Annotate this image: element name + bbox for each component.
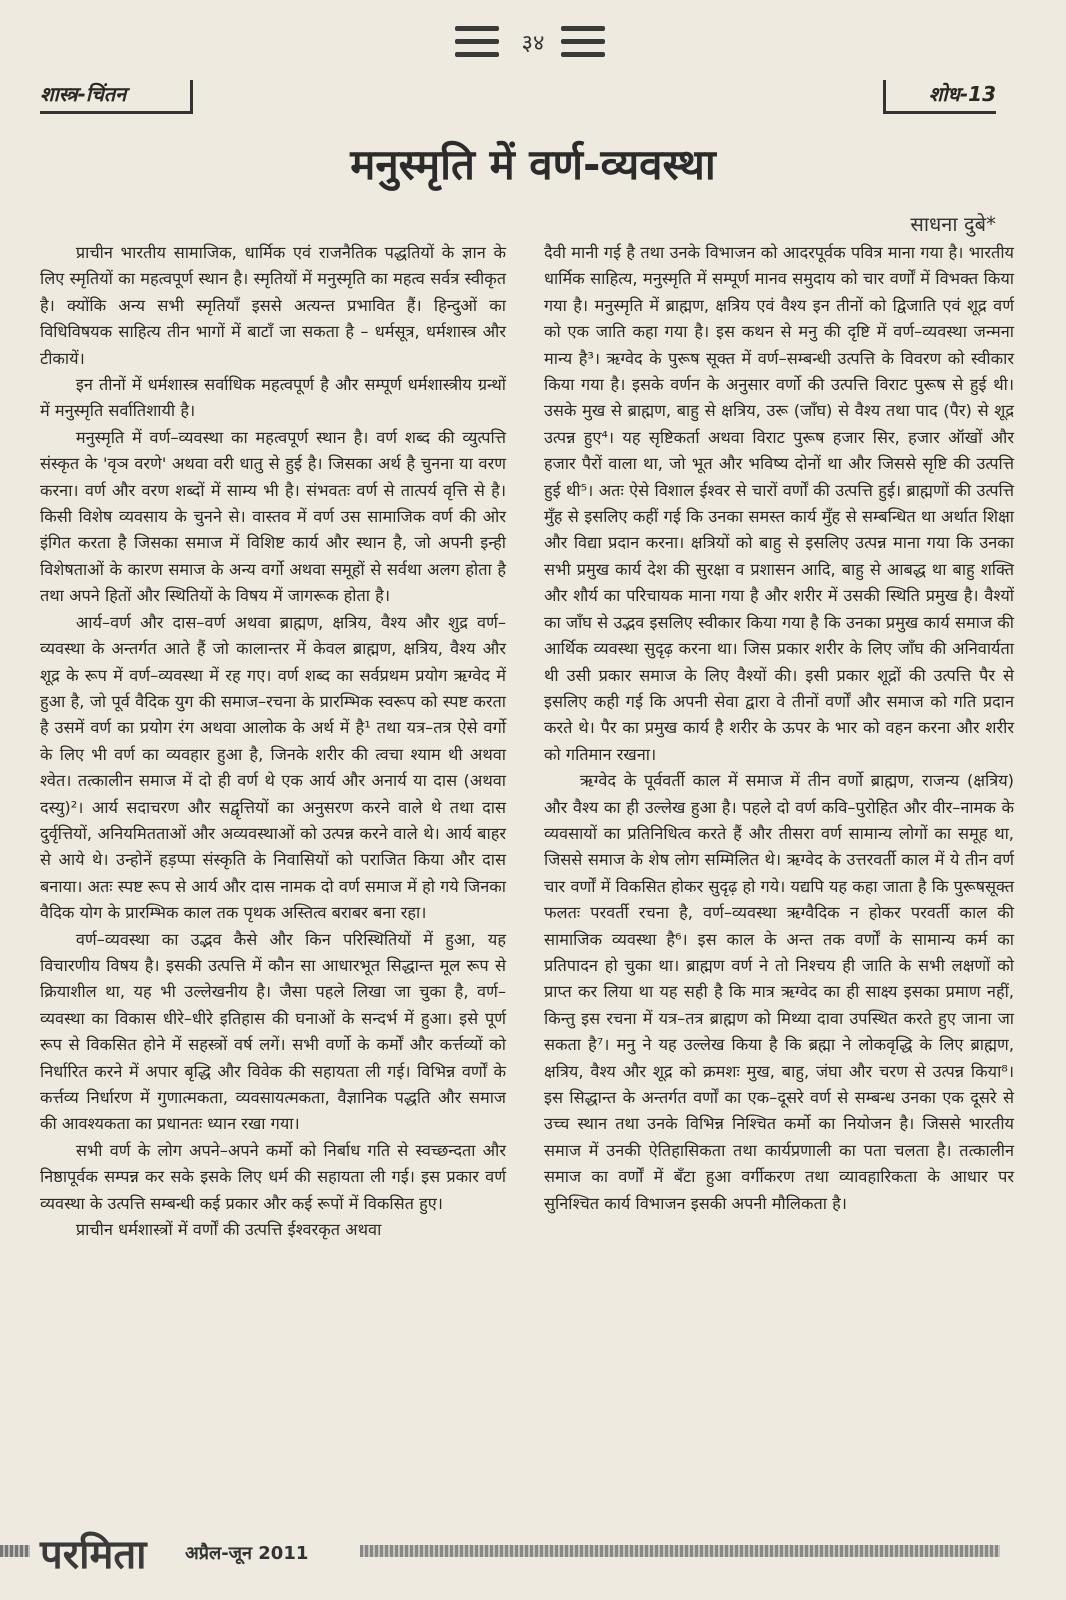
left-column	[40, 240, 506, 1243]
section-label-right: शोध-13	[883, 80, 996, 114]
paragraph: वर्ण–व्यवस्था का उद्भव कैसे और किन परिस्थितियों में हुआ, यह विचारणीय विषय है। इसकी उत्पत्ति में कौन सा आधारभूत सिद्धान्त मूल रूप से क्रियाशील था, यह भी उल्लेखनीय है। जैसा पहले लिखा जा चुका है, वर्ण–व्यवस्था का विकास धीरे–धीरे इतिहास की घनाओं के सन्दर्भ में हुआ। इसे पूर्ण रूप से विकसित होने में सहस्त्रों वर्ष लगें। सभी वर्णो के कर्मों और कर्त्तव्यों को निर्धारित करने में अपार बृद्धि और विवेक की सहायता ली गई। विभिन्न वर्णों के कर्त्तव्य निर्धारण में गुणात्मकता, व्यवसायत्मकता, वैज्ञानिक पद्धति और समाज की आवश्यकता का प्रधानतः ध्यान रखा गया।	[40, 929, 506, 1134]
right-column	[544, 240, 1014, 1217]
paragraph: दैवी मानी गई है तथा उनके विभाजन को आदरपूर्वक पवित्र माना गया है। भारतीय धार्मिक साहित्य, मनुस्मृति में सम्पूर्ण मानव समुदाय को चार वर्णों में विभक्त किया गया है। मनुस्मृति में ब्राह्मण, क्षत्रिय एवं वैश्य इन तीनों को द्विजाति एवं शूद्र वर्ण को एक जाति कहा गया है। इस कथन से मनु की दृष्टि में वर्ण–व्यवस्था जन्मना मान्य है³। ऋग्वेद के पुरूष सूक्त में वर्ण–सम्बन्धी उत्पत्ति के विवरण को स्वीकार किया गया है। इसके वर्णन के अनुसार वर्णो की उत्पत्ति विराट पुरूष से हुई थी। उसके मुख से ब्राह्मण, बाहु से क्षत्रिय, उरू (जाँघ) से वैश्य तथा पाद (पैर) से शूद्र उत्पन्न हुए⁴। यह सृष्टिकर्ता अथवा विराट पुरूष हजार सिर, हजार ऑखों और हजार पैरों वाला था, जो भूत और भविष्य दोनों था और जिससे सृष्टि की उत्पत्ति हुई थी⁵। अतः ऐसे विशाल ईश्वर से चारों वर्णों की उत्पत्ति हुई। ब्राह्मणों की उत्पत्ति मुँह से इसलिए कहीं गई कि उनका समस्त कार्य मुँह से सम्बन्धित था अर्थात शिक्षा और विद्या प्रदान करना। क्षत्रियों को बाहु से इसलिए उत्पन्न माना गया कि उनका सभी प्रमुख कार्य देश की सुरक्षा व प्रशासन आदि, बाहु से आबद्ध था बाहु शक्ति और शौर्य का परिचायक माना गया है और शरीर में उसकी स्थिति प्रमुख है। वैश्यों का जाँघ से उद्भव इसलिए स्वीकार किया गया है कि उनका प्रमुख कार्य समाज की आर्थिक व्यवस्था सुदृढ़ करना था। जिस प्रकार शरीर के लिए जाँघ की अनिवार्यता थी उसी प्रकार समाज के लिए वैश्यों की। इसी प्रकार शूद्रों की उत्पत्ति पैर से इसलिए कही गई कि अपनी सेवा द्वारा वे तीनों वर्णों और समाज को गति प्रदान करते थे। पैर का प्रमुख कार्य है शरीर के ऊपर के भार को वहन करना और शरीर को गतिमान रखना।	[544, 243, 1014, 764]
paragraph: प्राचीन धर्मशास्त्रों में वर्णों की उत्पत्ति ईश्वरकृत अथवा	[75, 1220, 382, 1240]
right-ornament	[561, 20, 611, 64]
page-number	[0, 20, 1066, 64]
paragraph: प्राचीन भारतीय सामाजिक, धार्मिक एवं राजनैतिक पद्धतियों के ज्ञान के लिए स्मृतियों का महत्वपूर्ण स्थान है। स्मृतियों में मनुस्मृति का महत्व सर्वत्र स्वीकृत है। क्योंकि अन्य सभी स्मृतियाँ इससे अत्यन्त प्रभावित हैं। हिन्दुओं का विधिविषयक साहित्य तीन भागों में बाटाँ जा सकता है – धर्मसूत्र, धर्मशास्त्र और टीकायें।	[40, 243, 506, 368]
footer-strip	[360, 1545, 1000, 1557]
paragraph: आर्य–वर्ण और दास–वर्ण अथवा ब्राह्मण, क्षत्रिय, वैश्य और शुद्र वर्ण–व्यवस्था के अन्तर्गत आते हैं जो कालान्तर में केवल ब्राह्मण, क्षत्रिय, वैश्य और शूद्र के रूप में वर्ण–व्यवस्था में रह गए। वर्ण शब्द का सर्वप्रथम प्रयोग ऋग्वेद में हुआ है, जो पूर्व वैदिक युग की समाज–रचना के प्रारम्भिक स्वरूप को स्पष्ट करता है उसमें वर्ण का प्रयोग रंग अथवा आलोक के अर्थ में है¹ तथा यत्र–तत्र ऐसे वर्गो के लिए भी वर्ण का व्यवहार हुआ है, जिनके शरीर की त्वचा श्याम थी अथवा श्वेत। तत्कालीन समाज में दो ही वर्ण थे एक आर्य और अनार्य या दास (अथवा दस्यु)²। आर्य सदाचरण और सद्वृत्तियों का अनुसरण करने वाले थे तथा दास दुर्वृत्तियों, अनियमितताओं और अव्यवस्थाओं को उत्पन्न करने वाले थे। आर्य बाहर से आये थे। उन्होनें हड़प्पा संस्कृति के निवासियों को पराजित किया और दास बनाया। अतः स्पष्ट रूप से आर्य और दास नामक दो वर्ण समाज में हो गये जिनका वैदिक योग के प्रारम्भिक काल तक पृथक अस्तित्व बराबर बना रहा।	[40, 612, 506, 923]
paragraph: मनुस्मृति में वर्ण–व्यवस्था का महत्वपूर्ण स्थान है। वर्ण शब्द की व्युत्पत्ति संस्कृत के 'वृञ वरणे' अथवा वरी धातु से हुई है। जिसका अर्थ है चुनना या वरण करना। वर्ण और वरण शब्दों में साम्य भी है। संभवतः वर्ण से तात्पर्य वृत्ति से है। किसी विशेष व्यवसाय के चुनने से। वास्तव में वर्ण उस सामाजिक वर्ण की ओर इंगित करता है जिसका समाज में विशिष्ट कार्य और स्थान है, जो अपनी इन्ही विशेषताओं के कारण समाज के अन्य वर्गो अथवा समूहों से सर्वथा अलग होता है तथा अपने हितों और स्थितियों के विषय में जागरूक होता है।	[40, 427, 506, 606]
section-label-left: शास्त्र-चिंतन	[40, 80, 193, 114]
article-title: मनुस्मृति में वर्ण-व्यवस्था	[350, 140, 716, 189]
issue-date: अप्रैल-जून 2011	[185, 1543, 309, 1564]
magazine-logo: परमिता	[40, 1532, 147, 1578]
left-ornament	[455, 20, 505, 64]
paragraph: सभी वर्ण के लोग अपने–अपने कर्मो को निर्बाध गति से स्वच्छन्दता और निष्ठापूर्वक सम्पन्न कर सके इसके लिए धर्म की सहायता ली गई। इस प्रकार वर्ण व्यवस्था के उत्पत्ति सम्बन्धी कई प्रकार और कई रूपों में विकसित हुए।	[40, 1140, 506, 1213]
paragraph: ऋग्वेद के पूर्ववर्ती काल में समाज में तीन वर्णो ब्राह्मण, राजन्य (क्षत्रिय) और वैश्य का ही उल्लेख हुआ है। पहले दो वर्ण कवि–पुरोहित और वीर–नामक के व्यवसायों का प्रतिनिधित्व करते हैं और तीसरा वर्ण सामान्य लोगों का समूह था, जिससे समाज के शेष लोग सम्मिलित थे। ऋग्वेद के उत्तरवर्ती काल में ये तीन वर्ण चार वर्णों में विकसित होकर सुदृढ़ हो गये। यद्यपि यह कहा जाता है कि पुरूषसूक्त फलतः परवर्ती रचना है, वर्ण–व्यवस्था ऋग्वैदिक न होकर परवर्ती काल की सामाजिक व्यवस्था है⁶। इस काल के अन्त तक वर्णों के सामान्य कर्म का प्रतिपादन हो चुका था। ब्राह्मण वर्ण ने तो निश्चय ही जाति के सभी लक्षणों को प्राप्त कर लिया था यह सही है कि मात्र ऋग्वेद का ही साक्ष्य इसका प्रमाण नहीं, किन्तु इस रचना में यत्र–तत्र ब्राह्मण को मिथ्या दावा उपस्थित करते हुए जाना जा सकता है⁷। मनु ने यह उल्लेख किया है कि ब्रह्मा ने लोकवृद्धि के लिए ब्राह्मण, क्षत्रिय, वैश्य और शूद्र को क्रमशः मुख, बाहु, जंघा और चरण से उत्पन्न किया⁸। इस सिद्धान्त के अन्तर्गत वर्णों का एक–दूसरे वर्ण से सम्बन्ध उनका एक दूसरे से उच्च स्थान तथा उनके विभिन्न निश्चित कर्मो का नियोजन है। जिससे भारतीय समाज में उनकी ऐतिहासिकता तथा कार्यप्रणाली का पता चलता है। तत्कालीन समाज का वर्णों में बँटा हुआ वर्गीकरण तथा व्यावहारिकता के आधार पर सुनिश्चित कार्य विभाजन इसकी अपनी मौलिकता है।	[544, 771, 1014, 1213]
page-number-text: ३४	[521, 31, 545, 56]
footer	[0, 1525, 1066, 1585]
paragraph: इन तीनों में धर्मशास्त्र सर्वाधिक महत्वपूर्ण है और सम्पूर्ण धर्मशास्त्रीय ग्रन्थों में मनुस्मृति सर्वातिशायी है।	[40, 375, 506, 421]
author-name: साधना दुबे*	[910, 212, 996, 236]
footer-strip-left	[0, 1545, 30, 1557]
